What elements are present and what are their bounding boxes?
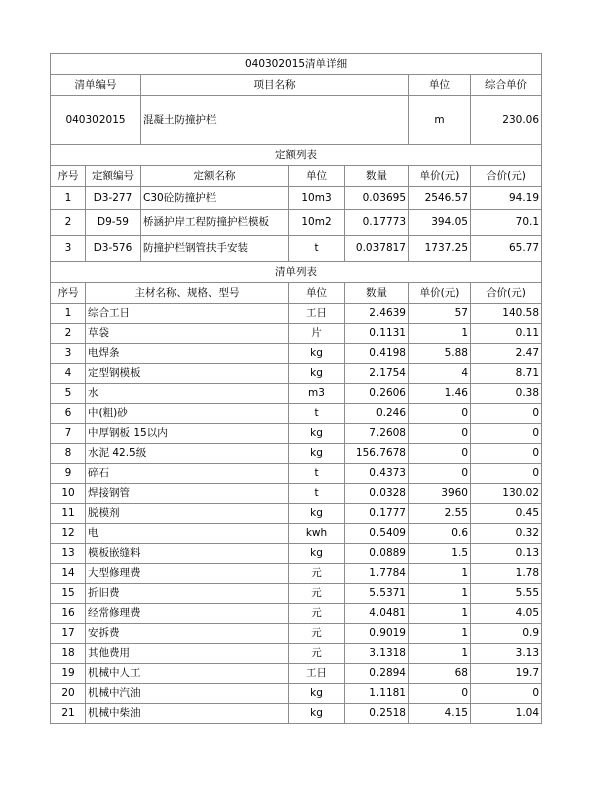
- material-price: 0: [409, 464, 471, 484]
- material-name: 水: [86, 384, 289, 404]
- quota-row: [51, 187, 542, 210]
- quota-unit: t: [289, 236, 345, 262]
- material-no: 5: [51, 384, 86, 404]
- material-unit: 元: [289, 644, 345, 664]
- material-price: 1.5: [409, 544, 471, 564]
- material-price: 0: [409, 404, 471, 424]
- material-unit: t: [289, 464, 345, 484]
- quota-header-cell: 数量: [345, 166, 409, 187]
- material-no: 18: [51, 644, 86, 664]
- material-price: 1: [409, 324, 471, 344]
- material-name: 焊接钢管: [86, 484, 289, 504]
- material-total: 0: [471, 464, 542, 484]
- material-no: 2: [51, 324, 86, 344]
- material-qty: 0.9019: [345, 624, 409, 644]
- header-unit: 单位: [409, 75, 471, 96]
- material-qty: 156.7678: [345, 444, 409, 464]
- material-row: [51, 644, 542, 664]
- material-price: 1.46: [409, 384, 471, 404]
- quota-header-cell: 合价(元): [471, 166, 542, 187]
- material-unit: m3: [289, 384, 345, 404]
- quota-header-cell: 单价(元): [409, 166, 471, 187]
- material-unit: 工日: [289, 304, 345, 324]
- material-row: [51, 444, 542, 464]
- material-total: 140.58: [471, 304, 542, 324]
- material-name: 综合工日: [86, 304, 289, 324]
- material-no: 3: [51, 344, 86, 364]
- material-name: 中厚钢板 15以内: [86, 424, 289, 444]
- material-price: 0.6: [409, 524, 471, 544]
- material-unit: 元: [289, 564, 345, 584]
- material-header-row: [51, 283, 542, 304]
- material-no: 6: [51, 404, 86, 424]
- material-row: [51, 604, 542, 624]
- material-row: [51, 424, 542, 444]
- material-qty: 5.5371: [345, 584, 409, 604]
- material-header-cell: 数量: [345, 283, 409, 304]
- material-name: 大型修理费: [86, 564, 289, 584]
- quota-name: C30砼防撞护栏: [141, 187, 289, 210]
- material-row: [51, 664, 542, 684]
- material-price: 1: [409, 584, 471, 604]
- material-unit: kg: [289, 444, 345, 464]
- quota-header-cell: 定额编号: [86, 166, 141, 187]
- material-no: 12: [51, 524, 86, 544]
- material-no: 16: [51, 604, 86, 624]
- quota-code: D3-277: [86, 187, 141, 210]
- material-unit: kg: [289, 424, 345, 444]
- material-name: 电: [86, 524, 289, 544]
- material-row: [51, 484, 542, 504]
- material-unit: 元: [289, 604, 345, 624]
- material-qty: 2.4639: [345, 304, 409, 324]
- material-unit: t: [289, 404, 345, 424]
- material-name: 折旧费: [86, 584, 289, 604]
- material-total: 0: [471, 404, 542, 424]
- detail-table: [50, 53, 542, 724]
- quota-header-cell: 单位: [289, 166, 345, 187]
- quota-total: 94.19: [471, 187, 542, 210]
- material-unit: 片: [289, 324, 345, 344]
- quota-price: 1737.25: [409, 236, 471, 262]
- material-unit: 元: [289, 624, 345, 644]
- material-no: 19: [51, 664, 86, 684]
- material-total: 2.47: [471, 344, 542, 364]
- material-total: 5.55: [471, 584, 542, 604]
- material-header-cell: 主材名称、规格、型号: [86, 283, 289, 304]
- item-unit: m: [409, 96, 471, 145]
- quota-qty: 0.03695: [345, 187, 409, 210]
- material-unit: kg: [289, 504, 345, 524]
- material-qty: 1.1181: [345, 684, 409, 704]
- material-row: [51, 624, 542, 644]
- material-name: 其他费用: [86, 644, 289, 664]
- material-total: 0.9: [471, 624, 542, 644]
- material-row: [51, 544, 542, 564]
- material-row: [51, 464, 542, 484]
- material-price: 1: [409, 564, 471, 584]
- material-unit: kg: [289, 704, 345, 724]
- material-unit: kg: [289, 364, 345, 384]
- material-total: 0: [471, 424, 542, 444]
- material-row: [51, 564, 542, 584]
- material-row: [51, 704, 542, 724]
- material-qty: 0.0328: [345, 484, 409, 504]
- quota-header-row: [51, 166, 542, 187]
- material-no: 17: [51, 624, 86, 644]
- material-no: 21: [51, 704, 86, 724]
- quota-header-cell: 序号: [51, 166, 86, 187]
- material-name: 脱模剂: [86, 504, 289, 524]
- material-name: 机械中人工: [86, 664, 289, 684]
- material-unit: 元: [289, 584, 345, 604]
- material-price: 1: [409, 644, 471, 664]
- material-row: [51, 504, 542, 524]
- material-total: 0.32: [471, 524, 542, 544]
- quota-no: 3: [51, 236, 86, 262]
- header-name: 项目名称: [141, 75, 409, 96]
- material-total: 4.05: [471, 604, 542, 624]
- material-no: 14: [51, 564, 86, 584]
- quota-total: 70.1: [471, 210, 542, 236]
- material-total: 0.38: [471, 384, 542, 404]
- material-total: 19.7: [471, 664, 542, 684]
- material-row: [51, 384, 542, 404]
- material-price: 4.15: [409, 704, 471, 724]
- material-name: 模板嵌缝料: [86, 544, 289, 564]
- material-total: 130.02: [471, 484, 542, 504]
- material-total: 0.45: [471, 504, 542, 524]
- quota-code: D9-59: [86, 210, 141, 236]
- material-price: 1: [409, 624, 471, 644]
- material-total: 0.11: [471, 324, 542, 344]
- material-no: 20: [51, 684, 86, 704]
- material-name: 草袋: [86, 324, 289, 344]
- material-price: 2.55: [409, 504, 471, 524]
- material-price: 5.88: [409, 344, 471, 364]
- material-header-cell: 单价(元): [409, 283, 471, 304]
- material-price: 3960: [409, 484, 471, 504]
- quota-section-title: 定额列表: [51, 145, 542, 166]
- quota-price: 2546.57: [409, 187, 471, 210]
- material-qty: 0.1777: [345, 504, 409, 524]
- material-no: 11: [51, 504, 86, 524]
- material-qty: 2.1754: [345, 364, 409, 384]
- material-qty: 0.2606: [345, 384, 409, 404]
- material-total: 0.13: [471, 544, 542, 564]
- material-row: [51, 584, 542, 604]
- item-price: 230.06: [471, 96, 542, 145]
- material-unit: kg: [289, 344, 345, 364]
- quota-code: D3-576: [86, 236, 141, 262]
- material-qty: 0.1131: [345, 324, 409, 344]
- quota-qty: 0.17773: [345, 210, 409, 236]
- quota-unit: 10m2: [289, 210, 345, 236]
- material-row: [51, 684, 542, 704]
- material-unit: t: [289, 484, 345, 504]
- material-name: 电焊条: [86, 344, 289, 364]
- material-qty: 3.1318: [345, 644, 409, 664]
- material-no: 15: [51, 584, 86, 604]
- material-total: 8.71: [471, 364, 542, 384]
- material-no: 9: [51, 464, 86, 484]
- material-name: 机械中柴油: [86, 704, 289, 724]
- material-no: 4: [51, 364, 86, 384]
- material-name: 经常修理费: [86, 604, 289, 624]
- material-total: 0: [471, 444, 542, 464]
- material-unit: kg: [289, 684, 345, 704]
- header-code: 清单编号: [51, 75, 141, 96]
- quota-row: [51, 236, 542, 262]
- material-name: 中(粗)砂: [86, 404, 289, 424]
- material-qty: 0.2894: [345, 664, 409, 684]
- quota-qty: 0.037817: [345, 236, 409, 262]
- material-qty: 0.0889: [345, 544, 409, 564]
- material-row: [51, 404, 542, 424]
- material-unit: kwh: [289, 524, 345, 544]
- material-total: 1.04: [471, 704, 542, 724]
- material-price: 57: [409, 304, 471, 324]
- material-price: 4: [409, 364, 471, 384]
- material-name: 安拆费: [86, 624, 289, 644]
- material-unit: kg: [289, 544, 345, 564]
- quota-total: 65.77: [471, 236, 542, 262]
- quota-no: 2: [51, 210, 86, 236]
- material-section-title: 清单列表: [51, 262, 542, 283]
- quota-price: 394.05: [409, 210, 471, 236]
- material-price: 68: [409, 664, 471, 684]
- material-no: 7: [51, 424, 86, 444]
- material-total: 3.13: [471, 644, 542, 664]
- material-unit: 工日: [289, 664, 345, 684]
- material-no: 1: [51, 304, 86, 324]
- material-row: [51, 344, 542, 364]
- table-title: 040302015清单详细: [51, 54, 542, 75]
- material-total: 1.78: [471, 564, 542, 584]
- quota-row: [51, 210, 542, 236]
- material-qty: 0.246: [345, 404, 409, 424]
- material-qty: 7.2608: [345, 424, 409, 444]
- material-name: 水泥 42.5级: [86, 444, 289, 464]
- item-code: 040302015: [51, 96, 141, 145]
- material-qty: 4.0481: [345, 604, 409, 624]
- material-no: 13: [51, 544, 86, 564]
- material-header-cell: 单位: [289, 283, 345, 304]
- material-row: [51, 524, 542, 544]
- material-qty: 1.7784: [345, 564, 409, 584]
- quota-unit: 10m3: [289, 187, 345, 210]
- material-price: 1: [409, 604, 471, 624]
- material-price: 0: [409, 684, 471, 704]
- material-header-cell: 合价(元): [471, 283, 542, 304]
- material-price: 0: [409, 444, 471, 464]
- material-total: 0: [471, 684, 542, 704]
- material-qty: 0.2518: [345, 704, 409, 724]
- material-name: 机械中汽油: [86, 684, 289, 704]
- material-header-cell: 序号: [51, 283, 86, 304]
- quota-name: 桥涵护岸工程防撞护栏模板: [141, 210, 289, 236]
- material-row: [51, 304, 542, 324]
- material-qty: 0.4198: [345, 344, 409, 364]
- material-name: 碎石: [86, 464, 289, 484]
- material-qty: 0.4373: [345, 464, 409, 484]
- material-name: 定型钢模板: [86, 364, 289, 384]
- material-row: [51, 324, 542, 344]
- material-row: [51, 364, 542, 384]
- material-qty: 0.5409: [345, 524, 409, 544]
- material-no: 10: [51, 484, 86, 504]
- header-price: 综合单价: [471, 75, 542, 96]
- quota-name: 防撞护栏钢管扶手安装: [141, 236, 289, 262]
- quota-header-cell: 定额名称: [141, 166, 289, 187]
- material-price: 0: [409, 424, 471, 444]
- material-no: 8: [51, 444, 86, 464]
- item-name: 混凝土防撞护栏: [141, 96, 409, 145]
- quota-no: 1: [51, 187, 86, 210]
